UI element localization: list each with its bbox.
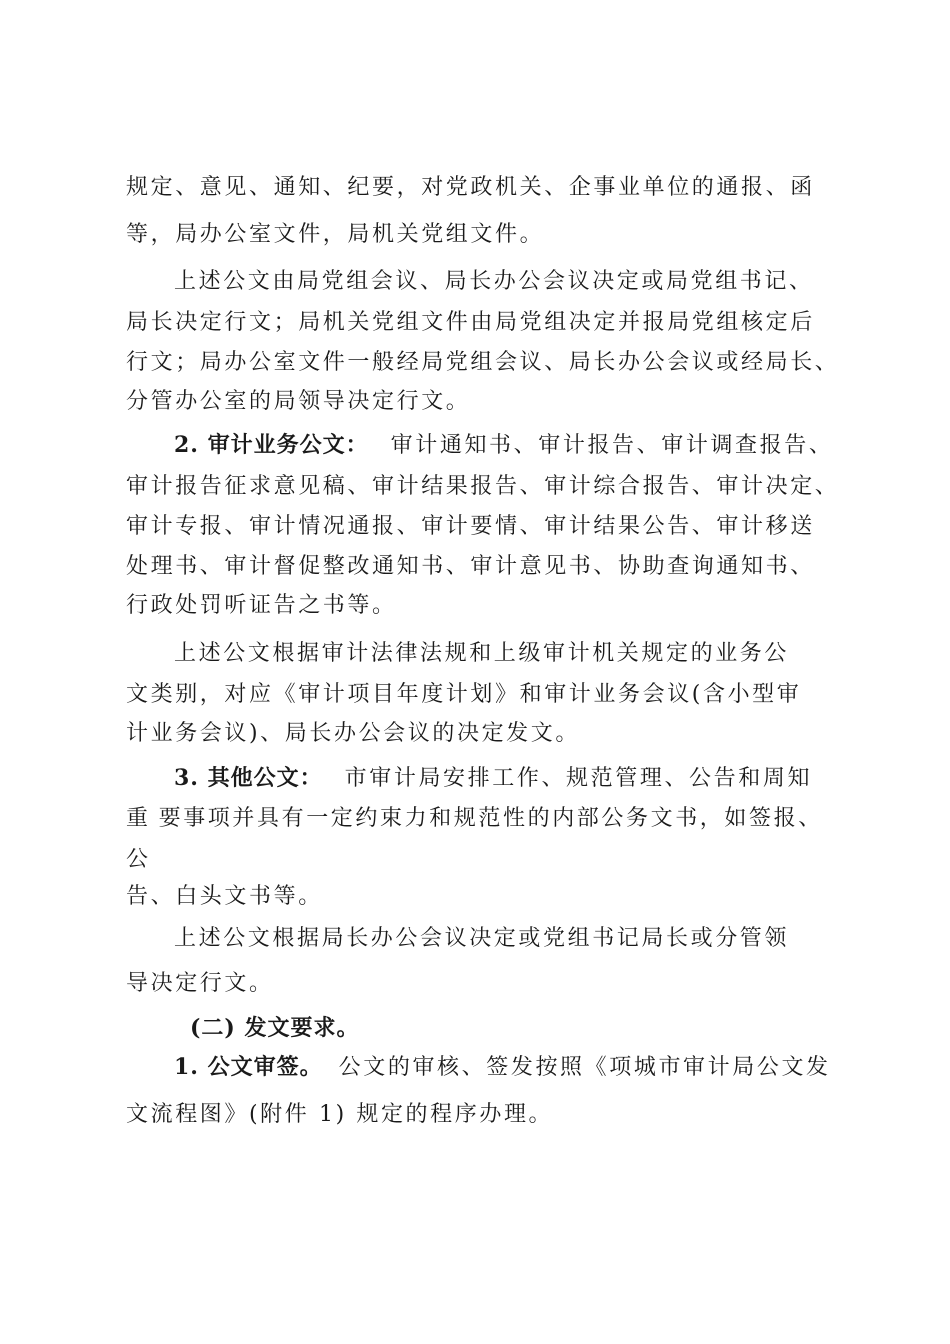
p5-line3: 公 — [126, 847, 151, 872]
p5-line2a: 重 — [126, 806, 151, 831]
p5-heading: 3. 其他公文： — [174, 765, 323, 791]
section-heading: (二) 发文要求。 — [190, 1015, 360, 1041]
p2-line3: 行文；局办公室文件一般经局党组会议、局长办公会议或经局长、 — [126, 350, 840, 375]
p4-line3: 计业务会议)、局长办公会议的决定发文。 — [126, 721, 580, 746]
p4-line2: 文类别，对应《审计项目年度计划》和审计业务会议(含小型审 — [126, 682, 802, 707]
p5-line1: 市审计局安排工作、规范管理、公告和周知 — [344, 766, 813, 791]
p5-line4: 告、白头文书等。 — [126, 884, 323, 909]
p5-line2b: 要事项并具有一定约束力和规范性的内部公务文书，如签报、 — [158, 806, 823, 831]
p5-line2-row — [126, 804, 823, 834]
p3-line5: 行政处罚听证告之书等。 — [126, 593, 397, 618]
p2-line4: 分管办公室的局领导决定行文。 — [126, 389, 471, 414]
p7-line1-row — [174, 1052, 831, 1083]
p3-line1-row — [174, 430, 833, 461]
p3-line1: 审计通知书、审计报告、审计调查报告、 — [390, 433, 834, 458]
p3-heading: 2. 审计业务公文： — [174, 432, 369, 458]
p2-line1: 上述公文由局党组会议、局长办公会议决定或局党组书记、 — [174, 269, 814, 294]
p7-line1: 公文的审核、签发按照《项城市审计局公文发 — [338, 1055, 831, 1080]
p6-line1: 上述公文根据局长办公会议决定或党组书记局长或分管领 — [174, 926, 790, 951]
p1-line1: 规定、意见、通知、纪要，对党政机关、企事业单位的通报、函 — [126, 175, 815, 200]
p6-line2: 导决定行文。 — [126, 971, 274, 996]
p7-heading: 1. 公文审签。 — [174, 1054, 323, 1080]
p3-line2: 审计报告征求意见稿、审计结果报告、审计综合报告、审计决定、 — [126, 474, 840, 499]
p1-line2: 等，局办公室文件，局机关党组文件。 — [126, 222, 545, 247]
p3-line3: 审计专报、审计情况通报、审计要情、审计结果公告、审计移送 — [126, 514, 815, 539]
p5-line1-row — [174, 763, 812, 794]
p3-line4: 处理书、审计督促整改通知书、审计意见书、协助查询通知书、 — [126, 554, 815, 579]
p4-line1: 上述公文根据审计法律法规和上级审计机关规定的业务公 — [174, 641, 790, 666]
p7-line2: 文流程图》(附件 1) 规定的程序办理。 — [126, 1102, 554, 1127]
p2-line2: 局长决定行文；局机关党组文件由局党组决定并报局党组核定后 — [126, 310, 815, 335]
